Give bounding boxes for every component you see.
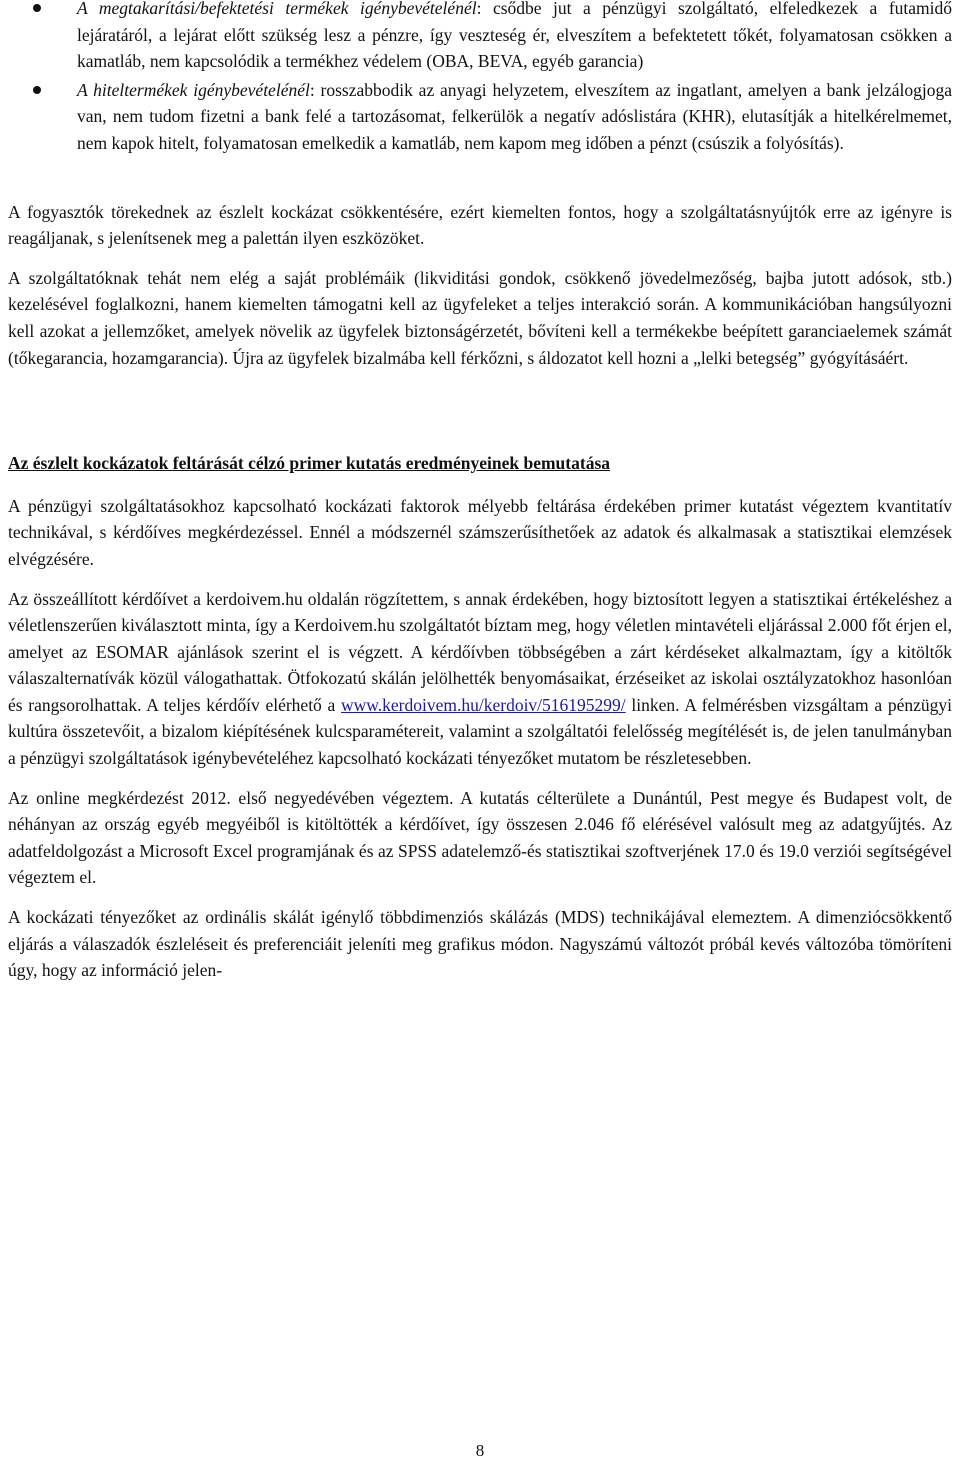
risk-bullet-list [8, 0, 952, 157]
bullet-item-savings [8, 0, 952, 75]
page-number: 8 [475, 1441, 485, 1460]
questionnaire-link[interactable]: www.kerdoivem.hu/kerdoiv/516195299/ [341, 694, 626, 715]
bullet-dot-icon [33, 4, 41, 12]
paragraph-mds: A kockázati tényezőket az ordinális skálát igénylő többdimenziós skálázás (MDS) technikájával elemeztem. A dimenziócsökkentő eljárás a válaszadók észleléseit és preferenciáit jeleníti meg grafikus módon. Nagyszámú változót próbál kevés változóba tömöríteni úgy, hogy az információ jelen- [8, 907, 952, 981]
document-page [8, 0, 952, 984]
bullet-text-credit: : rosszabbodik az anyagi helyzetem, elveszítem az ingatlant, amelyen a bank jelzálogjoga van, nem tudom fizetni a bank felé a tartozásomat, felkerülök a negatív adóslistára (KHR), elutasítják a hitelkérelmemet, nem kapok hitelt, folyamatosan emelkedik a kamatláb, nem kapom meg időben a pénzt (csúszik a folyósítás). [77, 79, 952, 153]
paragraph-survey-details: Az online megkérdezést 2012. első negyedévében végeztem. A kutatás célterülete a Dunántúl, Pest megye és Budapest volt, de néhányan az ország egyéb megyéiből is kitöltötték a kérdőívet, így összesen 2.046 fő elérésével valósult meg az adatgyűjtés. Az adatfeldolgozást a Microsoft Excel programjának és az SPSS adatelemző-és statisztikai szoftverjének 17.0 és 19.0 verziói segítségével végeztem el. [8, 787, 952, 888]
questionnaire-text-a: Az összeállított kérdőívet a kerdoivem.hu oldalán rögzítettem, s annak érdekében, hogy biztosított legyen a statisztikai értékeléshez a véletlenszerűen kiválasztott minta, így a Kerdoivem.hu szolgáltatót bíztam meg, hogy véletlen mintavételi eljárással 2.000 főt érjen el, amelyet az ESOMAR ajánlások szerint el is végzett. A kérdőívben többségében a zárt kérdéseket alkalmaztam, így a kitöltők válaszalternatívák közül válogathattak. Ötfokozatú skálán jelölhették benyomásaikat, érzéseiket az iskolai osztályzatokhoz hasonlóan és rangsorolhattak. A teljes kérdőív elérhető a [8, 588, 952, 715]
paragraph-research-method: A pénzügyi szolgáltatásokhoz kapcsolható kockázati faktorok mélyebb feltárása érdekében primer kutatást végeztem kvantitatív technikával, s kérdőíves megkérdezéssel. Ennél a módszernél számszerűsíthetőek az adatok és alkalmasak a statisztikai elemzések elvégzésére. [8, 495, 952, 569]
paragraph-risk-reduction: A fogyasztók törekednek az észlelt kockázat csökkentésére, ezért kiemelten fontos, hogy a szolgáltatásnyújtók erre az igényre is reagáljanak, s jelenítsenek meg a palettán ilyen eszközöket. [8, 201, 952, 249]
bullet-item-credit [8, 77, 952, 157]
paragraph-questionnaire [8, 586, 952, 772]
bullet-dot-icon [33, 86, 41, 94]
bullet-text-savings: : csődbe jut a pénzügyi szolgáltató, elfeledkezek a futamidő lejáratáról, a lejárat előtt szükség lesz a pénzre, így veszteség ér, elveszítem a befektetett tőkét, folyamatosan csökken a kamatláb, nem kapcsolódik a termékhez védelem (OBA, BEVA, egyéb garancia) [77, 0, 952, 72]
section-heading: Az észlelt kockázatok feltárását célzó primer kutatás eredményeinek bemutatása [8, 453, 611, 474]
bullet-lead-credit: A hiteltermékek igénybevételénél [77, 79, 310, 100]
bullet-lead-savings: A megtakarítási/befektetési termékek igénybevételénél [77, 0, 477, 18]
paragraph-provider-tasks: A szolgáltatóknak tehát nem elég a saját problémáik (likviditási gondok, csökkenő jövedelmezőség, bajba jutott adósok, stb.) kezelésével foglalkozni, hanem kiemelten támogatni kell az ügyfeleket a teljes interakció során. A kommunikációban hangsúlyozni kell azokat a jellemzőket, amelyek növelik az ügyfelek biztonságérzetét, bővíteni kell a termékekbe beépített garanciaelemek számát (tőkegarancia, hozamgarancia). Újra az ügyfelek bizalmába kell férkőzni, s áldozatot kell hozni a „lelki betegség” gyógyításáért. [8, 267, 952, 368]
questionnaire-text-b: linken. A felmérésben vizsgáltam a pénzügyi kultúra összetevőit, a bizalom kiépítésének kulcsparamétereit, valamint a szolgáltatói felelősség megítélését is, de jelen tanulmányban a pénzügyi szolgáltatások igénybevételéhez kapcsolható kockázati tényezőket mutatom be részletesebben. [8, 694, 952, 769]
